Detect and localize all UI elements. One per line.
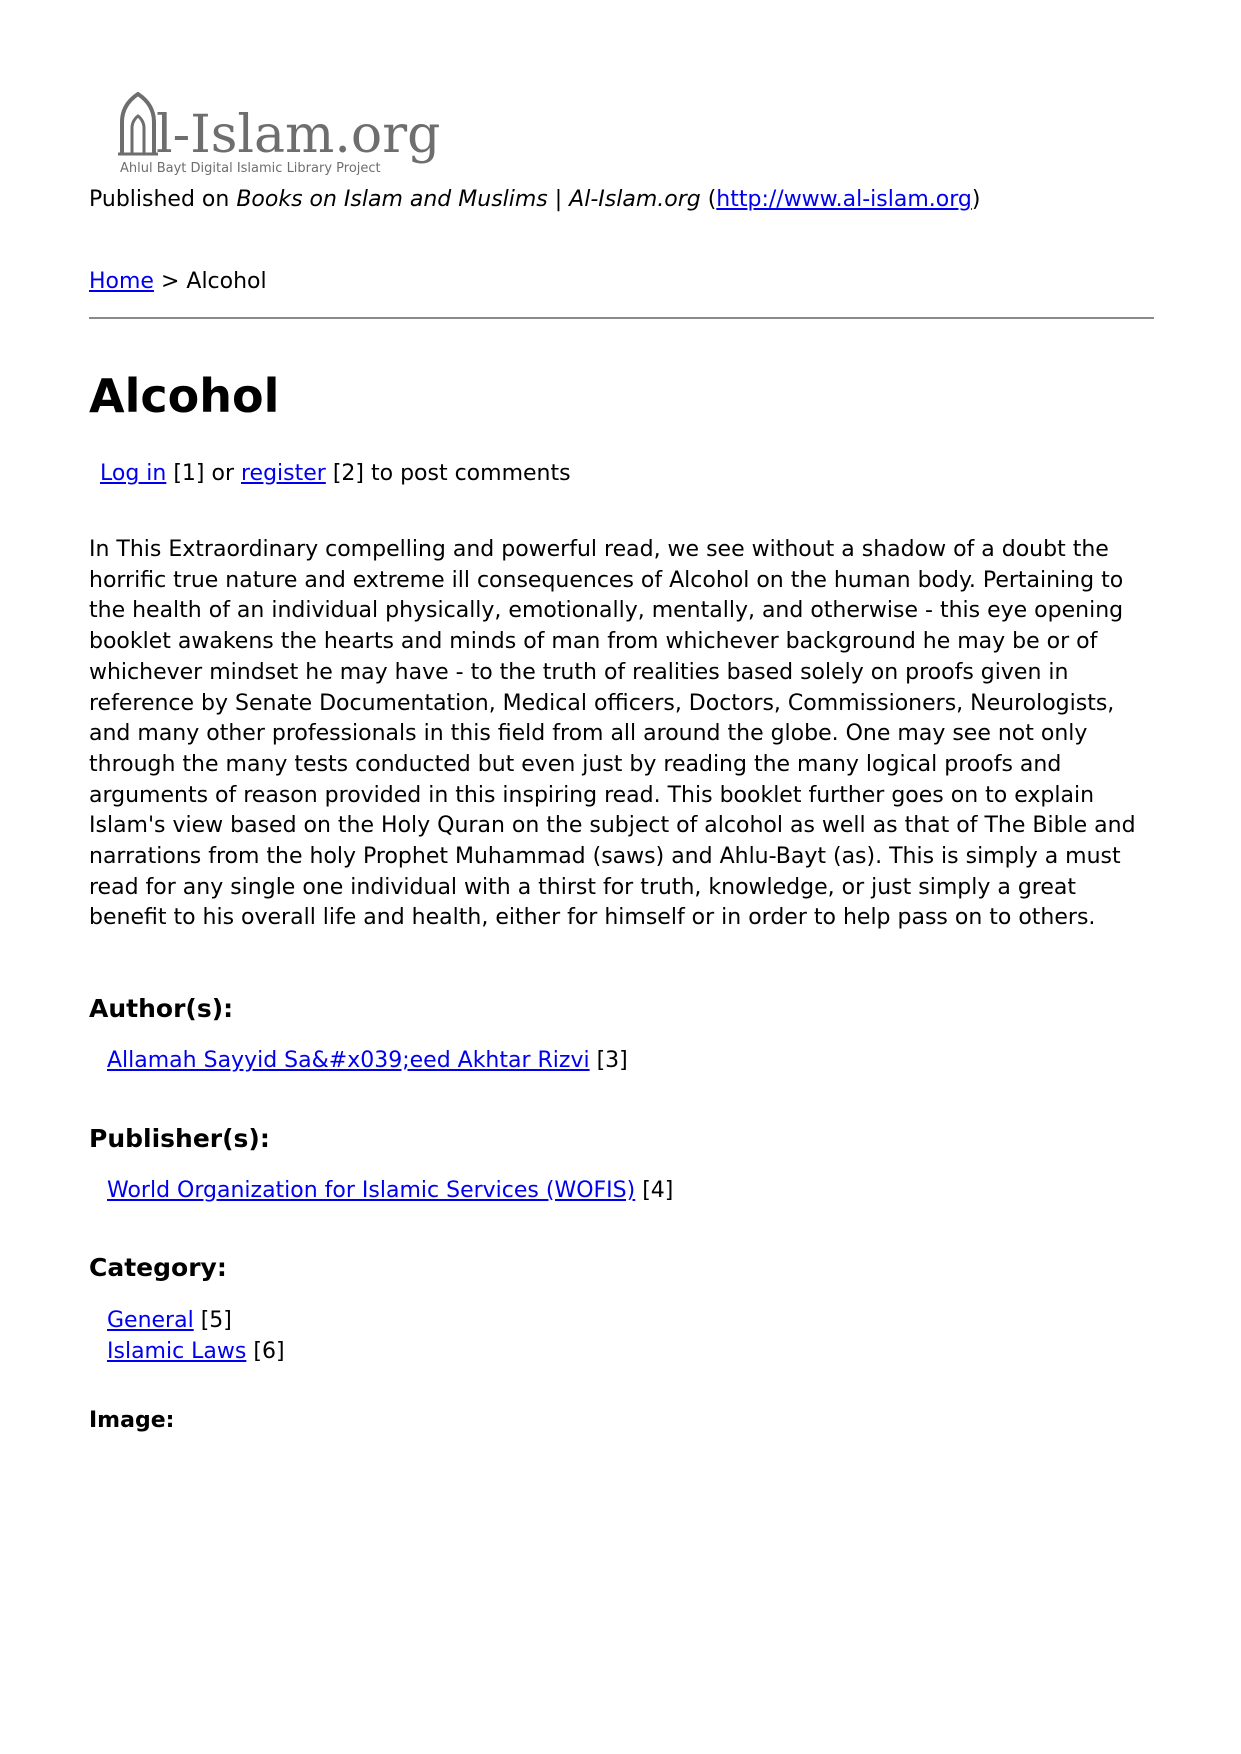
al-islam-logo-image	[116, 92, 476, 178]
register-link[interactable]: register	[241, 461, 326, 486]
register-ref: [2] to post comments	[325, 461, 571, 486]
author-item	[107, 1046, 628, 1076]
category-item	[107, 1337, 285, 1367]
category-islamic-laws-link[interactable]: Islamic Laws	[107, 1339, 247, 1364]
svg-text:l-Islam.org: l-Islam.org	[156, 105, 441, 165]
site-name: Books on Islam and Muslims | Al-Islam.org	[236, 187, 701, 212]
published-prefix: Published on	[89, 187, 237, 212]
book-description: In This Extraordinary compelling and powerful read, we see without a shadow of a doubt the horrific true nature and extreme ill consequences of Alcohol on the human body. Pertaining to the health of an individual physically, emotionally, mentally, and otherwise - this eye opening booklet awakens the hearts and minds of man from whichever background he may be or of whichever mindset he may have - to the truth of realities based solely on proofs given in reference by Senate Documentation, Medical officers, Doctors, Commissioners, Neurologists, and many other professionals in this field from all around the globe. One may see not only through the many tests conducted but even just by reading the many logical proofs and arguments of reason provided in this inspiring read. This booklet further goes on to explain Islam's view based on the Holy Quran on the subject of alcohol as well as that of The Bible and narrations from the holy Prophet Muhammad (saws) and Ahlu-Bayt (as). This is simply a must read for any single one individual with a thirst for truth, knowledge, or just simply a great benefit to his overall life and health, either for himself or in order to help pass on to others.	[89, 537, 1136, 931]
category-general-ref: [5]	[193, 1308, 232, 1333]
breadcrumb-separator: >	[153, 269, 187, 294]
publishers-heading: Publisher(s):	[89, 1124, 270, 1153]
svg-text:Ahlul Bayt Digital Islamic Lib: Ahlul Bayt Digital Islamic Library Project	[120, 161, 381, 176]
site-logo[interactable]	[116, 92, 476, 178]
publisher-item	[107, 1176, 673, 1206]
category-item	[107, 1306, 232, 1336]
header-divider	[89, 317, 1154, 319]
breadcrumb	[89, 268, 267, 296]
login-ref: [1] or	[166, 461, 241, 486]
category-general-link[interactable]: General	[107, 1308, 194, 1333]
image-label: Image:	[89, 1408, 175, 1433]
author-ref: [3]	[589, 1048, 628, 1073]
publisher-ref: [4]	[635, 1178, 674, 1203]
author-link[interactable]: Allamah Sayyid Sa&#x039;eed Akhtar Rizvi	[107, 1048, 590, 1073]
comment-login-prompt	[100, 460, 571, 488]
published-close-paren: )	[971, 187, 981, 212]
published-open-paren: (	[700, 187, 717, 212]
login-link[interactable]: Log in	[100, 461, 167, 486]
page-title: Alcohol	[89, 369, 280, 423]
site-url-link[interactable]: http://www.al-islam.org	[716, 187, 972, 212]
breadcrumb-home-link[interactable]: Home	[89, 269, 154, 294]
authors-heading: Author(s):	[89, 994, 234, 1023]
category-heading: Category:	[89, 1253, 227, 1282]
category-islamic-laws-ref: [6]	[246, 1339, 285, 1364]
published-line	[89, 186, 980, 214]
publisher-link[interactable]: World Organization for Islamic Services (WOFIS)	[107, 1178, 636, 1203]
breadcrumb-current: Alcohol	[186, 269, 267, 294]
